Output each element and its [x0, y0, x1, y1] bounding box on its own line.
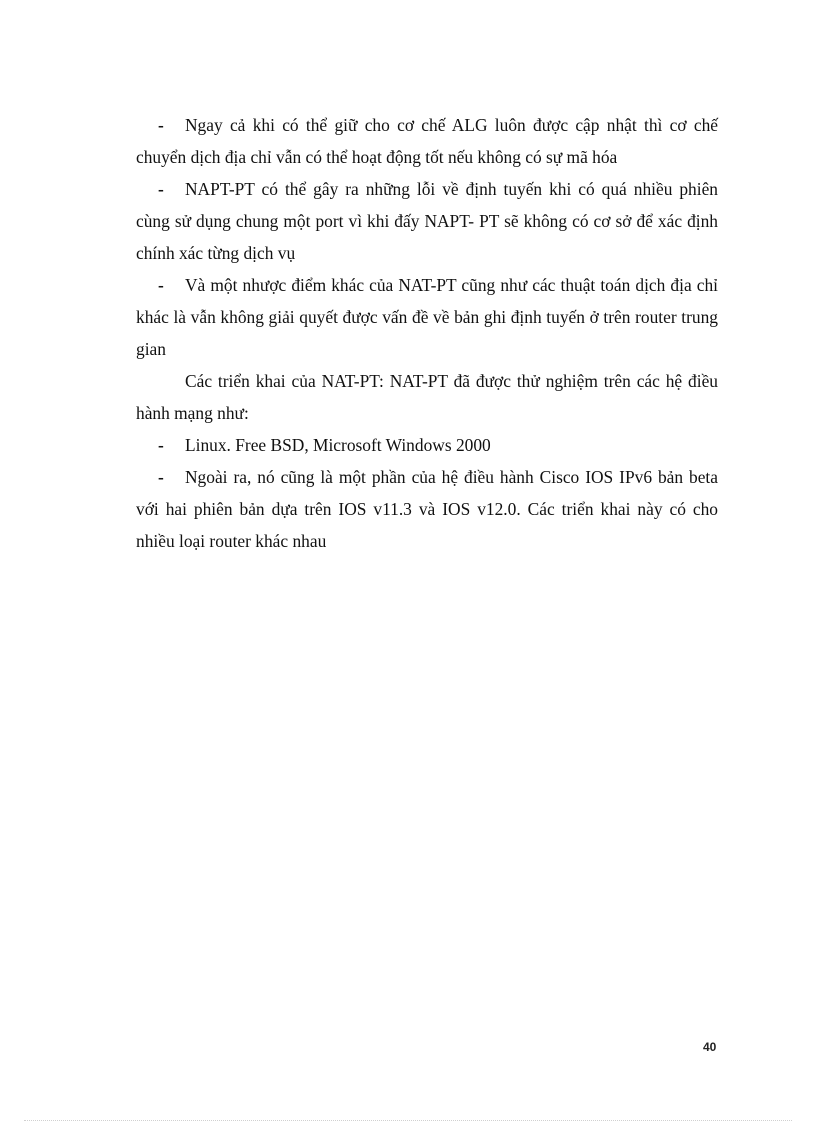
paragraph-text: Linux. Free BSD, Microsoft Windows 2000: [185, 435, 491, 455]
paragraph-text: Và một nhược điểm khác của NAT-PT cũng như các thuật toán dịch địa chỉ khác là vẫn không giải quyết được vấn đề về bản ghi định tuyến ở trên router trung gian: [136, 275, 718, 359]
bullet-paragraph-3: [136, 269, 718, 365]
paragraph-text: NAPT-PT có thể gây ra những lỗi về định tuyến khi có quá nhiều phiên cùng sử dụng chung một port vì khi đấy NAPT- PT sẽ không có cơ sở để xác định chính xác từng dịch vụ: [136, 179, 718, 263]
bullet-marker: -: [158, 115, 164, 135]
document-body: [136, 109, 718, 557]
body-paragraph: [136, 365, 718, 429]
page-number: 40: [703, 1040, 717, 1054]
bullet-paragraph-2: [136, 173, 718, 269]
bullet-marker: -: [158, 467, 164, 487]
page-bottom-divider: [24, 1120, 792, 1121]
bullet-marker: -: [158, 275, 164, 295]
paragraph-text: Ngoài ra, nó cũng là một phần của hệ điều hành Cisco IOS IPv6 bản beta với hai phiên bản dựa trên IOS v11.3 và IOS v12.0. Các triển khai này có cho nhiều loại router khác nhau: [136, 467, 718, 551]
paragraph-text: Các triển khai của NAT-PT: NAT-PT đã được thử nghiệm trên các hệ điều hành mạng như:: [136, 371, 718, 423]
bullet-paragraph-1: [136, 109, 718, 173]
bullet-marker: -: [158, 179, 164, 199]
bullet-paragraph-5: [136, 461, 718, 557]
bullet-paragraph-4: [136, 429, 718, 461]
bullet-marker: -: [158, 435, 164, 455]
paragraph-text: Ngay cả khi có thể giữ cho cơ chế ALG luôn được cập nhật thì cơ chế chuyển dịch địa chỉ vẫn có thể hoạt động tốt nếu không có sự mã hóa: [136, 115, 718, 167]
